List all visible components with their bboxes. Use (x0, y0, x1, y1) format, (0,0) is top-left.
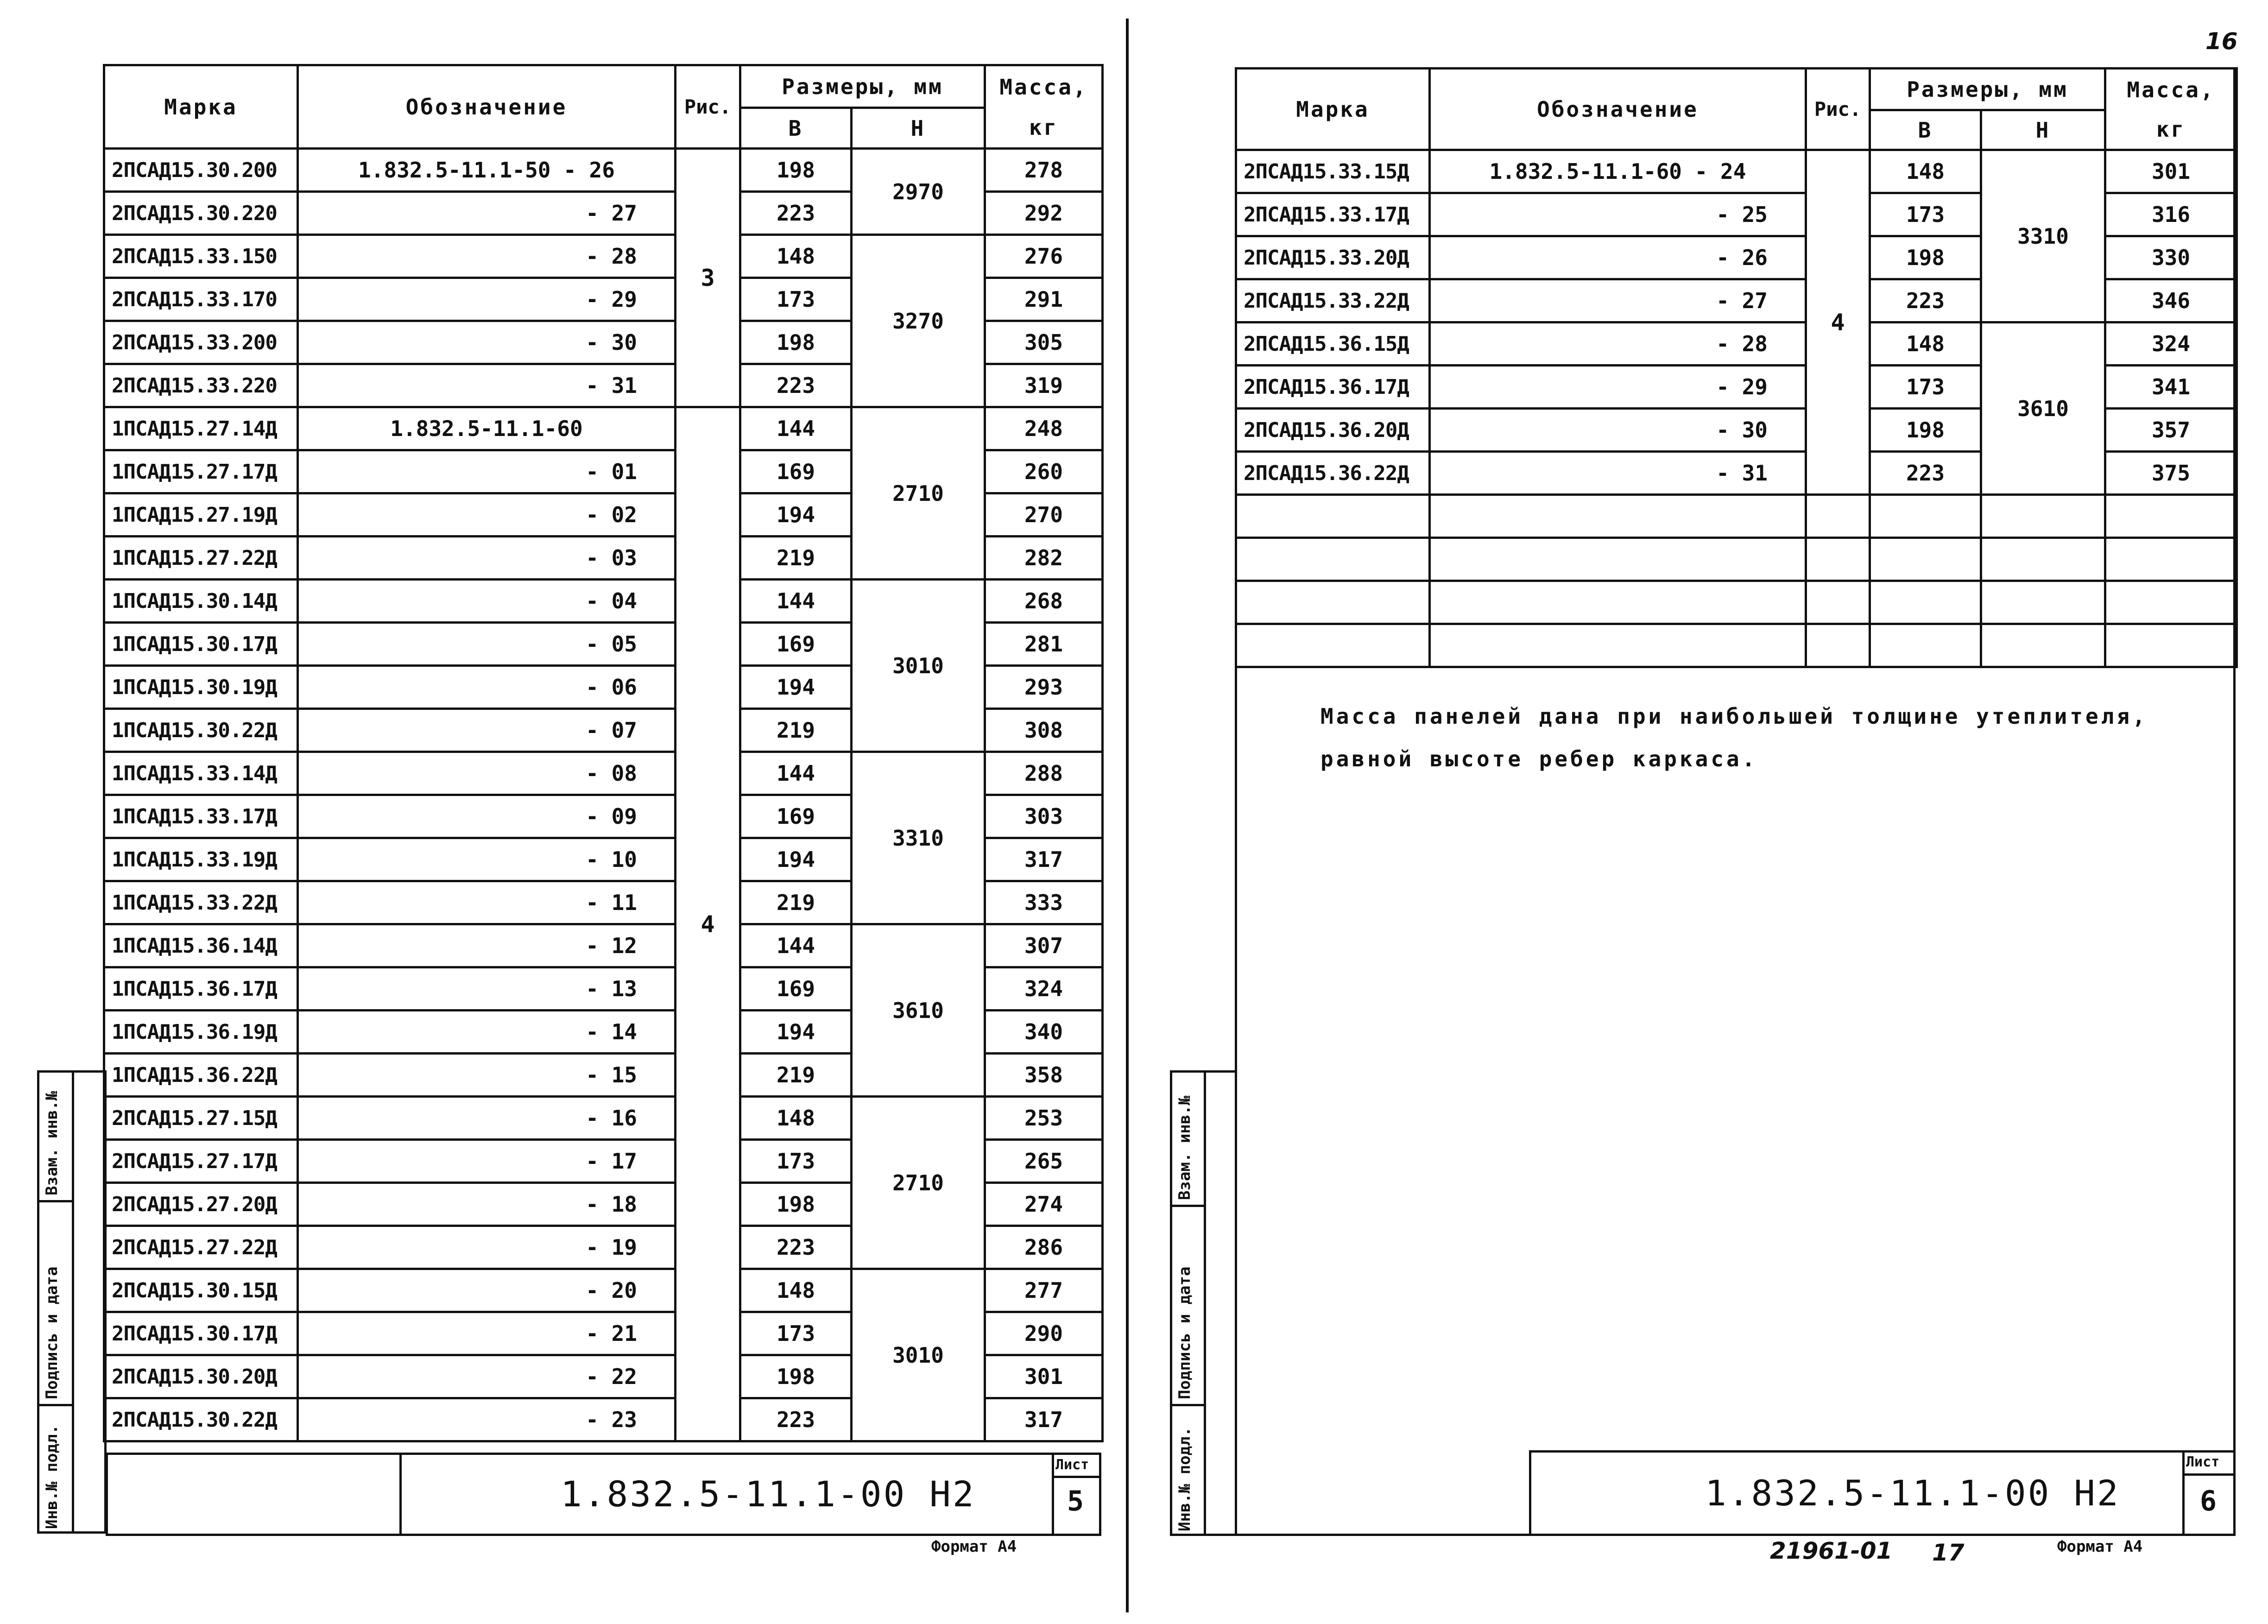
cell-mass: 317 (985, 1398, 1103, 1441)
note-line-1: Масса панелей дана при наибольшей толщине утеплителя, (1320, 704, 2148, 729)
cell-designation: - 02 (298, 493, 676, 537)
cell-designation: 1.832.5-11.1-60 (298, 407, 676, 450)
cell-designation: 1.832.5-11.1-60 - 24 (1430, 150, 1806, 193)
cell-designation: - 23 (298, 1398, 676, 1441)
cell-b: 198 (740, 321, 852, 364)
cell-mass: 292 (985, 192, 1103, 235)
table-row (104, 1269, 1103, 1312)
cell-mark: 1ПСАД15.33.17Д (104, 795, 298, 838)
cell-mark: 2ПСАД15.33.20Д (1236, 236, 1430, 279)
cell-mass: 301 (985, 1355, 1103, 1398)
table-row (104, 1097, 1103, 1140)
cell-h: 3010 (852, 580, 985, 752)
empty-cell (1430, 624, 1806, 667)
cell-b: 173 (740, 1140, 852, 1183)
cell-mark: 1ПСАД15.30.19Д (104, 666, 298, 709)
page-number: 16 (2205, 28, 2238, 55)
right-header-h: Н (1981, 110, 2105, 150)
cell-b: 169 (740, 623, 852, 666)
right-sheet-number: 6 (2200, 1485, 2217, 1517)
cell-mass: 282 (985, 537, 1103, 580)
cell-mark: 2ПСАД15.30.220 (104, 192, 298, 235)
cell-designation: - 28 (1430, 322, 1806, 366)
header-mark: Марка (104, 65, 298, 149)
empty-cell (1806, 581, 1870, 624)
empty-cell (1806, 495, 1870, 538)
cell-figure: 3 (676, 149, 740, 407)
empty-cell (1430, 495, 1806, 538)
empty-row (1236, 538, 2237, 581)
cell-mark: 2ПСАД15.33.220 (104, 364, 298, 407)
cell-designation: - 04 (298, 580, 676, 623)
left-title-divider (399, 1453, 402, 1536)
cell-mass: 281 (985, 623, 1103, 666)
cell-designation: - 31 (1430, 452, 1806, 495)
header-designation: Обозначение (298, 65, 676, 149)
empty-cell (1981, 538, 2105, 581)
cell-mass: 277 (985, 1269, 1103, 1312)
empty-cell (2105, 581, 2237, 624)
stamp-page: 17 (1932, 1539, 1965, 1566)
cell-b: 169 (740, 795, 852, 838)
cell-designation: - 26 (1430, 236, 1806, 279)
empty-cell (1870, 624, 1981, 667)
cell-b: 148 (740, 235, 852, 278)
header-b: В (740, 108, 852, 149)
cell-mass: 319 (985, 364, 1103, 407)
left-doc-code: 1.832.5-11.1-00 Н2 (561, 1473, 976, 1515)
right-sheet-box-divider (2182, 1450, 2185, 1536)
table-row (104, 580, 1103, 623)
left-table-body (104, 149, 1103, 1441)
cell-b: 219 (740, 881, 852, 924)
cell-h: 3310 (1981, 150, 2105, 322)
cell-h: 3270 (852, 235, 985, 407)
cell-mark: 1ПСАД15.27.14Д (104, 407, 298, 450)
cell-b: 173 (1870, 366, 1981, 409)
cell-mass: 333 (985, 881, 1103, 924)
cell-mark: 1ПСАД15.30.22Д (104, 709, 298, 752)
cell-b: 223 (1870, 279, 1981, 322)
cell-designation: - 28 (298, 235, 676, 278)
empty-cell (1981, 624, 2105, 667)
empty-cell (1236, 538, 1430, 581)
empty-cell (1870, 538, 1981, 581)
cell-mark: 2ПСАД15.27.22Д (104, 1226, 298, 1269)
right-side-divider (1204, 1070, 1206, 1536)
empty-row (1236, 495, 2237, 538)
cell-mark: 2ПСАД15.33.150 (104, 235, 298, 278)
cell-designation: - 14 (298, 1011, 676, 1054)
cell-mark: 2ПСАД15.27.20Д (104, 1183, 298, 1226)
right-side-split-1 (1170, 1205, 1204, 1207)
cell-h: 2710 (852, 1097, 985, 1269)
cell-designation: - 27 (298, 192, 676, 235)
left-side-split-1 (37, 1200, 72, 1202)
right-header-sizes: Размеры, мм (1870, 69, 2105, 110)
left-side-divider (72, 1070, 74, 1534)
cell-mark: 2ПСАД15.27.15Д (104, 1097, 298, 1140)
right-header-designation: Обозначение (1430, 69, 1806, 150)
cell-mass: 270 (985, 493, 1103, 537)
cell-mass: 301 (2105, 150, 2237, 193)
cell-mass: 291 (985, 278, 1103, 321)
cell-designation: - 17 (298, 1140, 676, 1183)
table-row (1236, 150, 2237, 193)
header-sizes: Размеры, мм (740, 65, 985, 108)
cell-designation: - 06 (298, 666, 676, 709)
cell-designation: - 09 (298, 795, 676, 838)
cell-mark: 2ПСАД15.30.20Д (104, 1355, 298, 1398)
right-header-mark: Марка (1236, 69, 1430, 150)
cell-designation: - 25 (1430, 193, 1806, 236)
left-side-split-2 (37, 1404, 72, 1406)
cell-mark: 2ПСАД15.36.20Д (1236, 409, 1430, 452)
cell-mass: 286 (985, 1226, 1103, 1269)
cell-mark: 2ПСАД15.33.170 (104, 278, 298, 321)
cell-mark: 2ПСАД15.33.17Д (1236, 193, 1430, 236)
cell-designation: 1.832.5-11.1-50 - 26 (298, 149, 676, 192)
cell-b: 144 (740, 580, 852, 623)
cell-h: 3610 (1981, 322, 2105, 495)
header-mass-unit: кг (985, 108, 1103, 149)
empty-cell (1430, 538, 1806, 581)
cell-b: 223 (1870, 452, 1981, 495)
cell-figure: 4 (676, 407, 740, 1441)
cell-b: 169 (740, 450, 852, 493)
right-format-label: Формат А4 (2057, 1537, 2143, 1556)
cell-designation: - 18 (298, 1183, 676, 1226)
right-side-split-2 (1170, 1404, 1204, 1406)
cell-b: 169 (740, 967, 852, 1011)
cell-designation: - 05 (298, 623, 676, 666)
cell-designation: - 31 (298, 364, 676, 407)
cell-mass: 375 (2105, 452, 2237, 495)
cell-designation: - 07 (298, 709, 676, 752)
cell-mass: 317 (985, 838, 1103, 881)
empty-cell (2105, 624, 2237, 667)
cell-mark: 1ПСАД15.36.22Д (104, 1054, 298, 1097)
cell-mass: 278 (985, 149, 1103, 192)
cell-mark: 2ПСАД15.30.17Д (104, 1312, 298, 1355)
cell-b: 223 (740, 1226, 852, 1269)
cell-mark: 1ПСАД15.30.17Д (104, 623, 298, 666)
cell-mass: 274 (985, 1183, 1103, 1226)
cell-h: 2710 (852, 407, 985, 580)
cell-designation: - 12 (298, 924, 676, 967)
left-format-label: Формат А4 (931, 1537, 1017, 1556)
left-sheet-label: Лист (1055, 1457, 1089, 1473)
note-line-2: равной высоте ребер каркаса. (1320, 746, 1758, 771)
header-h: Н (852, 108, 985, 149)
cell-b: 144 (740, 407, 852, 450)
cell-mark: 1ПСАД15.36.14Д (104, 924, 298, 967)
cell-mass: 265 (985, 1140, 1103, 1183)
empty-cell (1236, 624, 1430, 667)
cell-mark: 2ПСАД15.36.22Д (1236, 452, 1430, 495)
cell-mark: 1ПСАД15.33.19Д (104, 838, 298, 881)
cell-b: 144 (740, 924, 852, 967)
cell-b: 198 (740, 1355, 852, 1398)
cell-b: 173 (740, 278, 852, 321)
cell-mark: 2ПСАД15.33.200 (104, 321, 298, 364)
cell-mass: 357 (2105, 409, 2237, 452)
cell-b: 223 (740, 364, 852, 407)
left-sheet-box-split (1052, 1476, 1101, 1478)
empty-row (1236, 624, 2237, 667)
table-row (104, 235, 1103, 278)
stamp-number: 21961-01 (1770, 1537, 1893, 1564)
left-sheet-number: 5 (1067, 1485, 1084, 1517)
cell-designation: - 20 (298, 1269, 676, 1312)
cell-b: 173 (740, 1312, 852, 1355)
cell-b: 148 (1870, 150, 1981, 193)
cell-h: 2970 (852, 149, 985, 235)
cell-mass: 305 (985, 321, 1103, 364)
cell-mark: 1ПСАД15.33.14Д (104, 752, 298, 795)
cell-designation: - 08 (298, 752, 676, 795)
empty-cell (2105, 495, 2237, 538)
left-sheet-box-divider (1052, 1453, 1054, 1536)
cell-b: 194 (740, 493, 852, 537)
cell-designation: - 10 (298, 838, 676, 881)
cell-figure: 4 (1806, 150, 1870, 495)
cell-b: 219 (740, 537, 852, 580)
cell-mass: 253 (985, 1097, 1103, 1140)
cell-b: 173 (1870, 193, 1981, 236)
right-label-replace-inv: Взам. инв.№ (1175, 1095, 1194, 1200)
empty-cell (1870, 495, 1981, 538)
right-header-b: В (1870, 110, 1981, 150)
empty-cell (1981, 581, 2105, 624)
cell-b: 148 (740, 1097, 852, 1140)
right-doc-code: 1.832.5-11.1-00 Н2 (1705, 1472, 2120, 1514)
table-row (104, 924, 1103, 967)
cell-designation: - 01 (298, 450, 676, 493)
cell-mark: 1ПСАД15.36.17Д (104, 967, 298, 1011)
cell-h: 3310 (852, 752, 985, 924)
left-spec-table (103, 64, 1104, 1442)
right-header-mass: Масса, (2105, 69, 2237, 110)
cell-mass: 276 (985, 235, 1103, 278)
table-row (104, 752, 1103, 795)
empty-cell (1236, 495, 1430, 538)
cell-b: 219 (740, 709, 852, 752)
left-label-replace-inv: Взам. инв.№ (43, 1091, 61, 1195)
cell-b: 198 (1870, 409, 1981, 452)
cell-designation: - 16 (298, 1097, 676, 1140)
cell-designation: - 21 (298, 1312, 676, 1355)
cell-b: 223 (740, 1398, 852, 1441)
empty-cell (1806, 624, 1870, 667)
cell-b: 194 (740, 666, 852, 709)
empty-cell (2105, 538, 2237, 581)
right-header-figure: Рис. (1806, 69, 1870, 150)
cell-mark: 1ПСАД15.27.17Д (104, 450, 298, 493)
cell-designation: - 22 (298, 1355, 676, 1398)
cell-b: 219 (740, 1054, 852, 1097)
cell-b: 198 (1870, 236, 1981, 279)
right-table-body (1236, 150, 2237, 667)
cell-h: 3610 (852, 924, 985, 1097)
cell-b: 148 (1870, 322, 1981, 366)
cell-mark: 1ПСАД15.27.22Д (104, 537, 298, 580)
cell-designation: - 27 (1430, 279, 1806, 322)
page-separator (1126, 19, 1129, 1612)
cell-mass: 330 (2105, 236, 2237, 279)
right-spec-table (1235, 67, 2238, 668)
cell-b: 144 (740, 752, 852, 795)
cell-mark: 2ПСАД15.36.17Д (1236, 366, 1430, 409)
empty-cell (1430, 581, 1806, 624)
cell-designation: - 29 (298, 278, 676, 321)
cell-mass: 308 (985, 709, 1103, 752)
cell-mass: 260 (985, 450, 1103, 493)
right-header-mass-unit: кг (2105, 110, 2237, 150)
cell-mark: 2ПСАД15.30.15Д (104, 1269, 298, 1312)
cell-mark: 1ПСАД15.27.19Д (104, 493, 298, 537)
cell-mark: 1ПСАД15.36.19Д (104, 1011, 298, 1054)
right-label-inv-orig: Инв.№ подл. (1175, 1427, 1194, 1531)
right-label-sign-date: Подпись и дата (1175, 1266, 1194, 1399)
cell-mark: 2ПСАД15.30.22Д (104, 1398, 298, 1441)
cell-designation: - 11 (298, 881, 676, 924)
cell-b: 194 (740, 838, 852, 881)
cell-mark: 1ПСАД15.33.22Д (104, 881, 298, 924)
cell-designation: - 15 (298, 1054, 676, 1097)
empty-cell (1870, 581, 1981, 624)
cell-mass: 293 (985, 666, 1103, 709)
cell-mass: 324 (985, 967, 1103, 1011)
cell-mark: 2ПСАД15.33.15Д (1236, 150, 1430, 193)
table-row (104, 407, 1103, 450)
left-label-inv-orig: Инв.№ подл. (43, 1424, 61, 1529)
cell-designation: - 03 (298, 537, 676, 580)
cell-mass: 324 (2105, 322, 2237, 366)
cell-b: 223 (740, 192, 852, 235)
cell-mass: 290 (985, 1312, 1103, 1355)
cell-mark: 2ПСАД15.36.15Д (1236, 322, 1430, 366)
cell-b: 198 (740, 1183, 852, 1226)
right-sheet-box-split (2182, 1473, 2236, 1476)
cell-designation: - 19 (298, 1226, 676, 1269)
cell-mass: 316 (2105, 193, 2237, 236)
cell-b: 198 (740, 149, 852, 192)
cell-mark: 2ПСАД15.27.17Д (104, 1140, 298, 1183)
cell-designation: - 29 (1430, 366, 1806, 409)
cell-mark: 2ПСАД15.30.200 (104, 149, 298, 192)
cell-mass: 341 (2105, 366, 2237, 409)
cell-mass: 358 (985, 1054, 1103, 1097)
empty-cell (1981, 495, 2105, 538)
cell-mark: 2ПСАД15.33.22Д (1236, 279, 1430, 322)
table-row (104, 149, 1103, 192)
cell-mark: 1ПСАД15.30.14Д (104, 580, 298, 623)
cell-mass: 340 (985, 1011, 1103, 1054)
cell-b: 148 (740, 1269, 852, 1312)
right-sheet-label: Лист (2186, 1454, 2220, 1470)
cell-mass: 346 (2105, 279, 2237, 322)
cell-mass: 307 (985, 924, 1103, 967)
cell-designation: - 13 (298, 967, 676, 1011)
empty-cell (1236, 581, 1430, 624)
header-mass: Масса, (985, 65, 1103, 108)
cell-designation: - 30 (1430, 409, 1806, 452)
left-label-sign-date: Подпись и дата (43, 1266, 61, 1399)
cell-mass: 248 (985, 407, 1103, 450)
header-figure: Рис. (676, 65, 740, 149)
empty-cell (1806, 538, 1870, 581)
table-row (1236, 322, 2237, 366)
cell-mass: 288 (985, 752, 1103, 795)
cell-b: 194 (740, 1011, 852, 1054)
cell-h: 3010 (852, 1269, 985, 1441)
cell-designation: - 30 (298, 321, 676, 364)
cell-mass: 303 (985, 795, 1103, 838)
empty-row (1236, 581, 2237, 624)
cell-mass: 268 (985, 580, 1103, 623)
